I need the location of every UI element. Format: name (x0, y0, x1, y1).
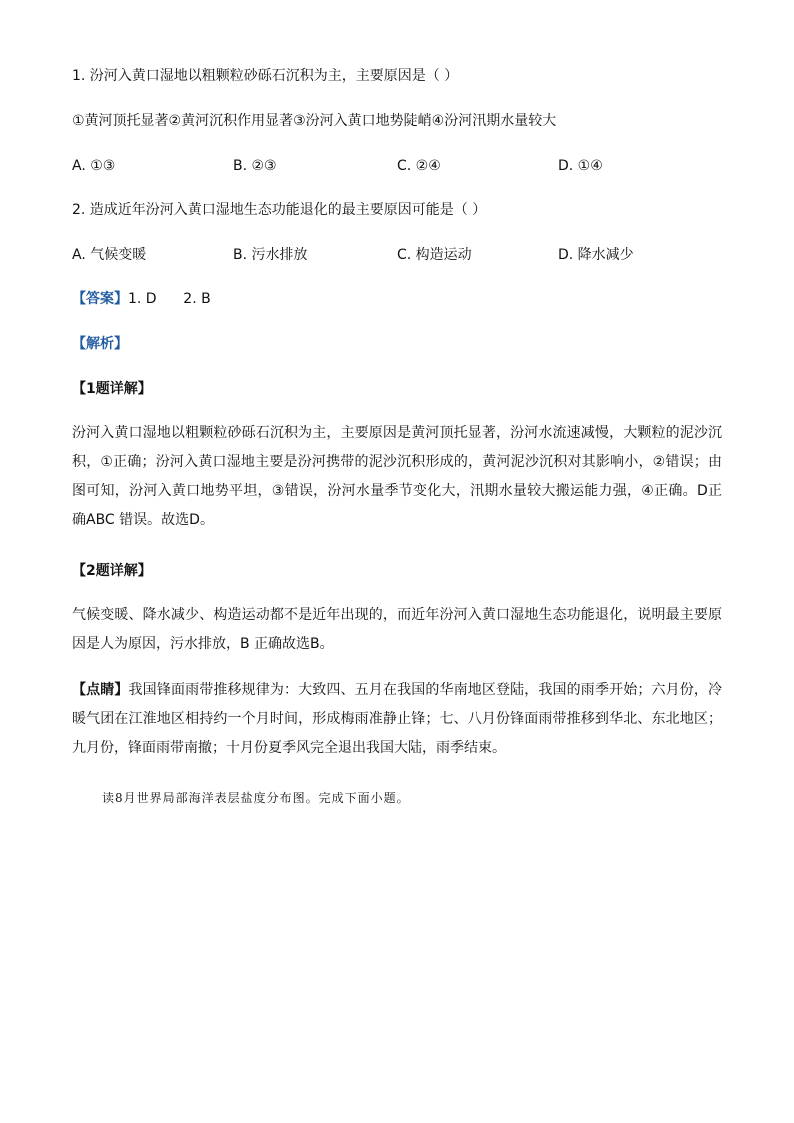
answer-line (72, 289, 211, 309)
analysis-tag: 【解析】 (72, 336, 128, 352)
next-question-intro: 读8月世界局部海洋表层盐度分布图。完成下面小题。 (102, 791, 410, 805)
detail2-heading: 【2题详解】 (72, 563, 152, 579)
q1-statements: ①黄河顶托显著②黄河沉积作用显著③汾河入黄口地势陡峭④汾河汛期水量较大 (72, 113, 557, 129)
q1-option-b: B. ②③ (233, 158, 277, 174)
detail2-body: 气候变暖、降水减少、构造运动都不是近年出现的，而近年汾河入黄口湿地生态功能退化，说明最主要原因是人为原因，污水排放，B 正确故选B。 (72, 607, 722, 652)
tip-paragraph (72, 676, 722, 763)
tip-tag: 【点睛】 (72, 682, 129, 698)
answer-text: 1. D 2. B (128, 291, 211, 307)
q1-option-d: D. ①④ (558, 158, 603, 174)
q1-option-c: C. ②④ (397, 158, 441, 174)
q2-option-c: C. 构造运动 (397, 247, 472, 263)
q2-option-b: B. 污水排放 (233, 247, 308, 263)
q1-option-a: A. ①③ (72, 158, 116, 174)
detail1-body: 汾河入黄口湿地以粗颗粒砂砾石沉积为主，主要原因是黄河顶托显著，汾河水流速减慢，大颗粒的泥沙沉积，①正确；汾河入黄口湿地主要是汾河携带的泥沙沉积形成的，黄河泥沙沉积对其影响小，②错误；由图可知，汾河入黄口地势平坦，③错误，汾河水量季节变化大，汛期水量较大搬运能力强，④正确。D正确ABC 错误。故选D。 (72, 425, 722, 528)
analysis-line (72, 334, 128, 354)
tip-body: 我国锋面雨带推移规律为：大致四、五月在我国的华南地区登陆，我国的雨季开始；六月份，冷暖气团在江淮地区相持约一个月时间，形成梅雨准静止锋；七、八月份锋面雨带推移到华北、东北地区；九月份，锋面雨带南撤；十月份夏季风完全退出我国大陆，雨季结束。 (72, 682, 723, 756)
q2-option-d: D. 降水减少 (558, 247, 634, 263)
q2-option-a: A. 气候变暖 (72, 247, 147, 263)
answer-tag: 【答案】 (72, 291, 128, 307)
q2-stem: 2. 造成近年汾河入黄口湿地生态功能退化的最主要原因可能是（ ） (72, 202, 487, 218)
detail1-heading: 【1题详解】 (72, 381, 152, 397)
q1-stem: 1. 汾河入黄口湿地以粗颗粒砂砾石沉积为主，主要原因是（ ） (72, 68, 459, 84)
